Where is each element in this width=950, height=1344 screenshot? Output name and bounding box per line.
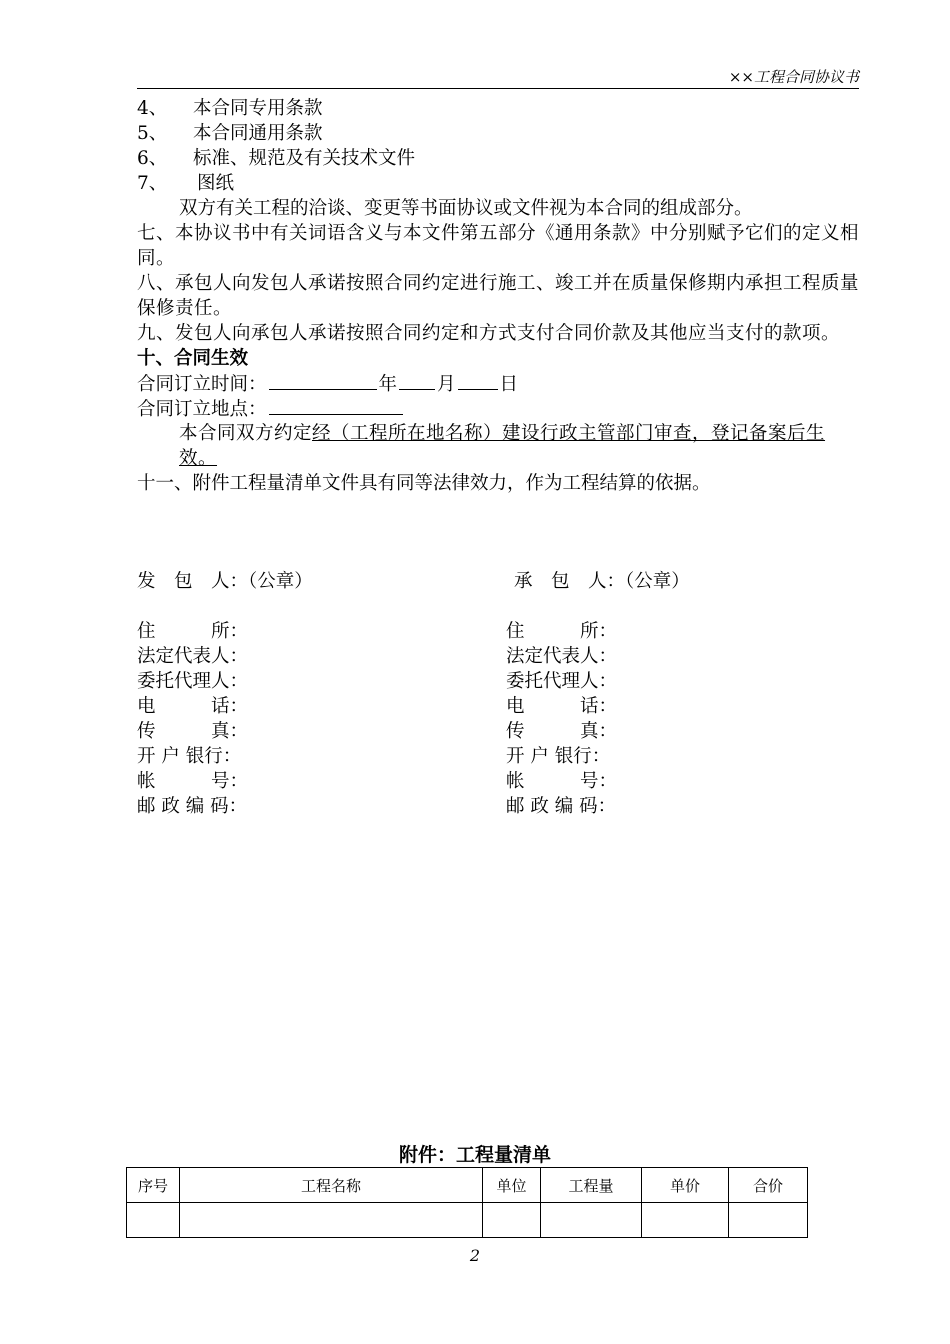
sign-time-row: 合同订立时间： 年 月 日 <box>137 371 859 396</box>
table-row <box>127 1203 808 1238</box>
contractor-field: 电 话： <box>506 696 618 717</box>
contractor-field: 帐 号： <box>506 771 618 792</box>
column-header: 合价 <box>729 1168 808 1203</box>
contractor-field: 传 真： <box>506 721 618 742</box>
contractor-fields <box>506 619 617 819</box>
employer-signature-block <box>137 569 313 819</box>
clause-9: 九、发包人向承包人承诺按照合同约定和方式支付合同价款及其他应当支付的款项。 <box>137 323 841 344</box>
column-header: 序号 <box>127 1168 180 1203</box>
employer-field: 帐 号： <box>137 771 249 792</box>
clause-8: 八、承包人向发包人承诺按照合同约定进行施工、竣工并在质量保修期内承担工程质量保修责任。 <box>137 273 860 319</box>
sign-place-blank <box>269 396 403 415</box>
sign-date-blank <box>269 371 377 390</box>
column-header: 单价 <box>642 1168 729 1203</box>
page-number: 2 <box>469 1246 481 1265</box>
contractor-title: 承 包 人：（公章） <box>514 571 690 592</box>
employer-field: 委托代理人： <box>137 671 249 692</box>
contract-body <box>137 96 859 496</box>
employer-title: 发 包 人：（公章） <box>137 571 313 592</box>
table-cell[interactable] <box>729 1203 808 1238</box>
table-cell[interactable] <box>483 1203 541 1238</box>
header-title: ××工程合同协议书 <box>728 68 859 86</box>
doc-list-item: 5、 本合同通用条款 <box>137 123 323 144</box>
bill-of-quantities-table <box>126 1167 808 1238</box>
clause-10-heading: 十、合同生效 <box>137 348 249 369</box>
column-header: 工程名称 <box>180 1168 483 1203</box>
day-blank <box>458 371 498 390</box>
effect-underlined-text: 经（工程所在地名称）建设行政主管部门审查，登记备案后生效。 <box>179 423 826 469</box>
contractor-signature-block <box>514 569 690 594</box>
table-cell[interactable] <box>541 1203 642 1238</box>
contractor-field: 法定代表人： <box>506 646 618 667</box>
supplement-paragraph: 双方有关工程的洽谈、变更等书面协议或文件视为本合同的组成部分。 <box>179 198 753 219</box>
employer-field: 电 话： <box>137 696 249 717</box>
contractor-field: 委托代理人： <box>506 671 618 692</box>
effect-paragraph: 本合同双方约定经（工程所在地名称）建设行政主管部门审查，登记备案后生效。 <box>179 423 826 469</box>
doc-list-item: 7、 图纸 <box>137 173 235 194</box>
table-header-row <box>127 1168 808 1203</box>
column-header: 工程量 <box>541 1168 642 1203</box>
table-cell[interactable] <box>127 1203 180 1238</box>
contractor-field: 开 户 银行： <box>506 746 611 767</box>
sign-place-row <box>137 396 859 421</box>
running-header <box>137 66 859 89</box>
clause-11: 十一、附件工程量清单文件具有同等法律效力，作为工程结算的依据。 <box>137 473 711 494</box>
column-header: 单位 <box>483 1168 541 1203</box>
doc-list-item: 6、 标准、规范及有关技术文件 <box>137 148 416 169</box>
contractor-field: 邮 政 编 码： <box>506 796 617 817</box>
employer-field: 传 真： <box>137 721 249 742</box>
month-blank <box>399 371 435 390</box>
contractor-field: 住 所： <box>506 621 618 642</box>
attachment-title: 附件：工程量清单 <box>398 1144 551 1166</box>
sign-place-label: 合同订立地点： <box>137 399 267 420</box>
employer-field: 住 所： <box>137 621 249 642</box>
employer-field: 法定代表人： <box>137 646 249 667</box>
employer-field: 开 户 银行： <box>137 746 242 767</box>
doc-list-item: 4、 本合同专用条款 <box>137 98 323 119</box>
table-cell[interactable] <box>642 1203 729 1238</box>
employer-field: 邮 政 编 码： <box>137 796 248 817</box>
sign-time-label: 合同订立时间： <box>137 374 267 395</box>
clause-7: 七、本协议书中有关词语含义与本文件第五部分《通用条款》中分别赋予它们的定义相同。 <box>137 223 860 269</box>
table-cell[interactable] <box>180 1203 483 1238</box>
